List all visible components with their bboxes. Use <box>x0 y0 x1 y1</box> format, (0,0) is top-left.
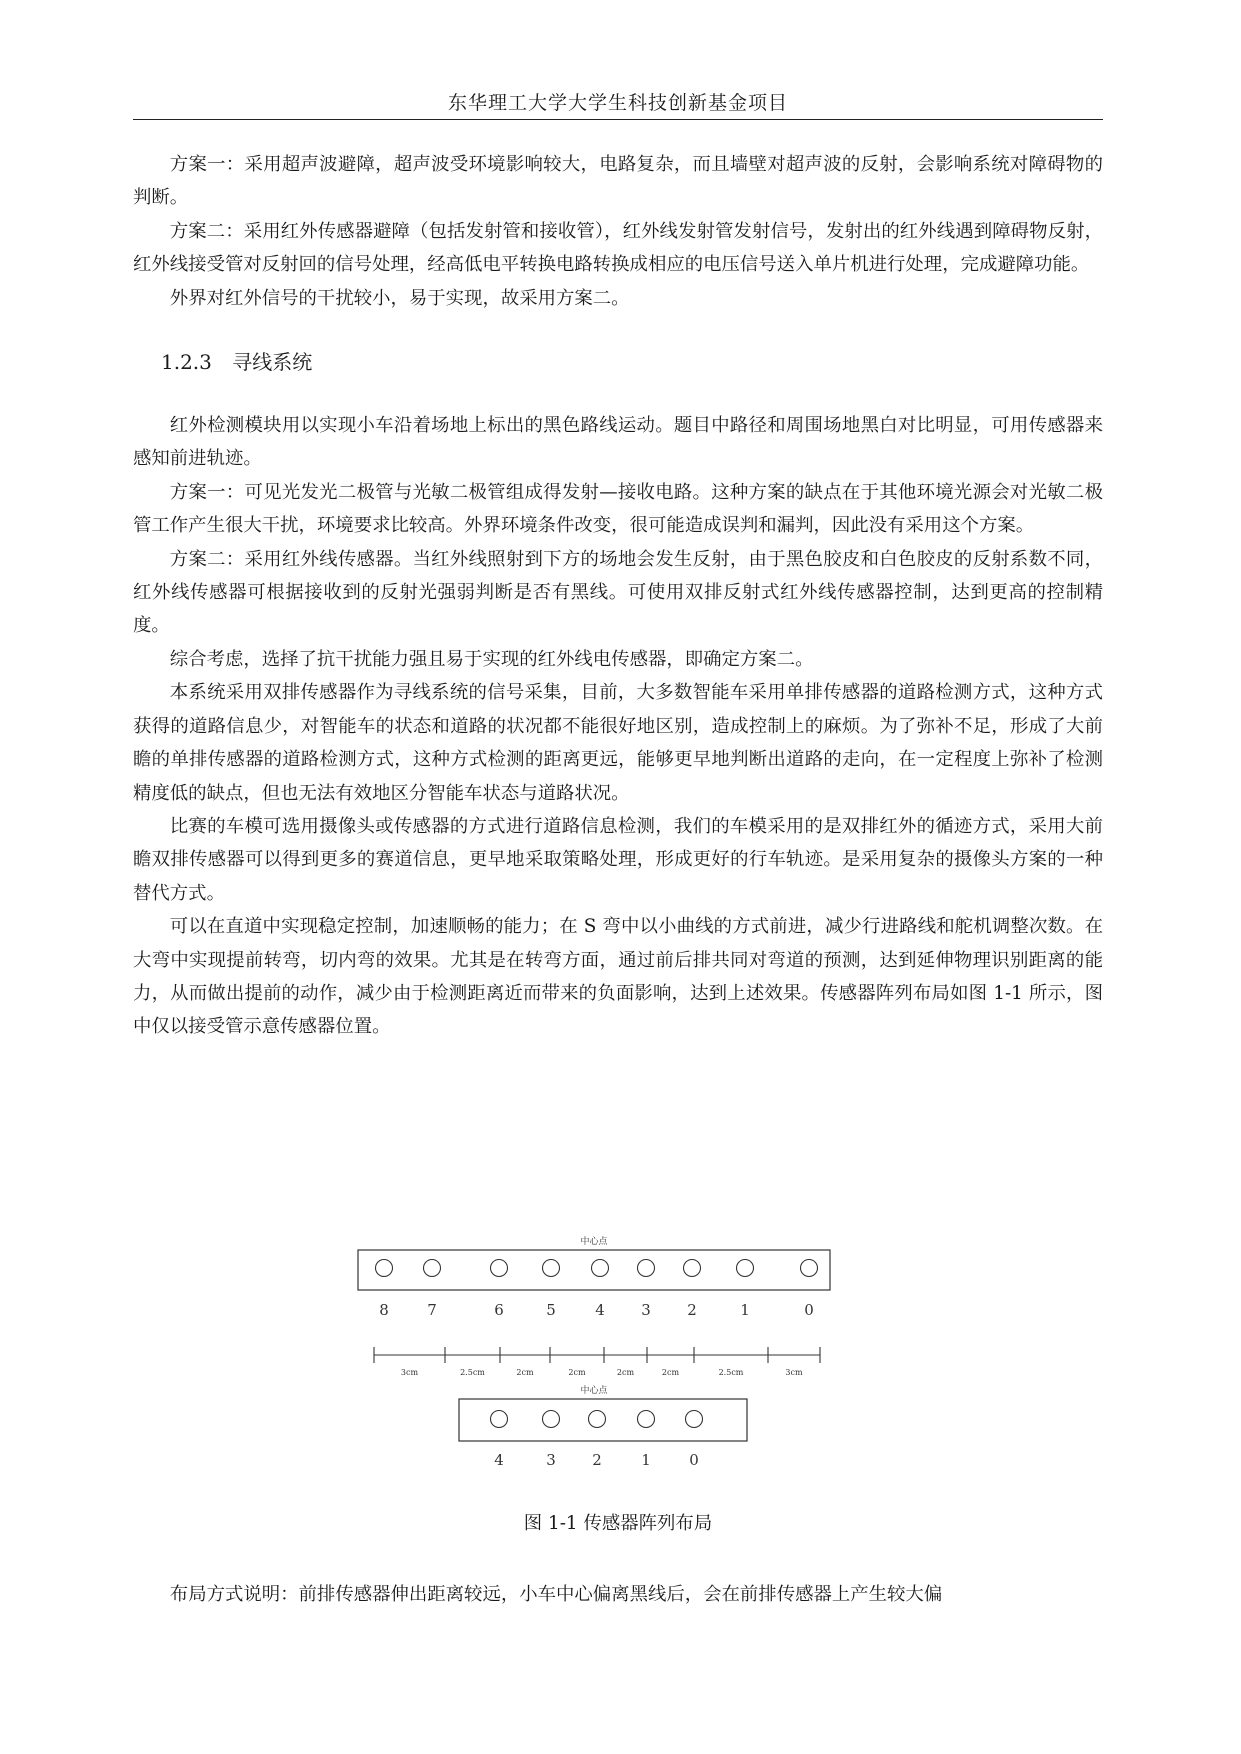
sensor-circle <box>491 1260 508 1277</box>
body-content-continued <box>133 1578 1103 1611</box>
sensor-array-figure <box>350 1233 890 1503</box>
paragraph: 方案一：采用超声波避障，超声波受环境影响较大，电路复杂，而且墙壁对超声波的反射，会影响系统对障碍物的判断。 <box>133 154 1103 209</box>
sensor-circle <box>638 1411 655 1428</box>
sensor-number: 1 <box>740 1301 750 1319</box>
bottom-center-label: 中心点 <box>580 1386 608 1396</box>
sensor-array-diagram <box>350 1233 890 1503</box>
spacing-label: 2cm <box>616 1368 635 1377</box>
sensor-number: 4 <box>595 1301 605 1319</box>
section-heading <box>161 349 1103 375</box>
paragraph: 外界对红外信号的干扰较小，易于实现，故采用方案二。 <box>169 287 630 309</box>
top-sensor-board <box>358 1250 830 1290</box>
spacing-label: 3cm <box>785 1368 803 1377</box>
sensor-number: 0 <box>804 1301 814 1319</box>
paragraph: 方案二：采用红外传感器避障（包括发射管和接收管），红外线发射管发射信号，发射出的红外线遇到障碍物反射，红外线接受管对反射回的信号处理，经高低电平转换电路转换成相应的电压信号送入单片机进行处理，完成避障功能。 <box>133 220 1103 276</box>
sensor-number: 1 <box>641 1451 651 1469</box>
spacing-label: 2cm <box>568 1368 586 1377</box>
sensor-circle <box>589 1411 606 1428</box>
sensor-circle <box>376 1260 393 1277</box>
sensor-circle <box>592 1260 609 1277</box>
sensor-number: 7 <box>427 1301 437 1319</box>
sensor-circle <box>684 1260 701 1277</box>
header-rule <box>133 119 1103 120</box>
paragraph: 红外检测模块用以实现小车沿着场地上标出的黑色路线运动。题目中路径和周围场地黑白对比明显，可用传感器来感知前进轨迹。 <box>133 415 1103 470</box>
paragraph: 方案一：可见光发光二极管与光敏二极管组成得发射—接收电路。这种方案的缺点在于其他环境光源会对光敏二极管工作产生很大干扰，环境要求比较高。外界环境条件改变，很可能造成误判和漏判，因此没有采用这个方案。 <box>133 481 1103 537</box>
sensor-circle <box>543 1260 560 1277</box>
sensor-circle <box>737 1260 754 1277</box>
bottom-sensor-board <box>459 1399 747 1441</box>
page-header: 东华理工大学大学生科技创新基金项目 <box>447 92 788 114</box>
sensor-circle <box>686 1411 703 1428</box>
paragraph: 方案二：采用红外线传感器。当红外线照射到下方的场地会发生反射，由于黑色胶皮和白色胶皮的反射系数不同，红外线传感器可根据接收到的反射光强弱判断是否有黑线。可使用双排反射式红外线传感器控制，达到更高的控制精度。 <box>133 548 1103 637</box>
paragraph: 可以在直道中实现稳定控制，加速顺畅的能力；在 S 弯中以小曲线的方式前进，减少行进路线和舵机调整次数。在大弯中实现提前转弯，切内弯的效果。尤其是在转弯方面，通过前后排共同对弯道的预测，达到延伸物理识别距离的能力，从而做出提前的动作，减少由于检测距离近而带来的负面影响，达到上述效果。传感器阵列布局如图 1-1 所示，图中仅以接受管示意传感器位置。 <box>133 916 1103 1038</box>
sensor-number: 2 <box>687 1301 697 1319</box>
paragraph: 比赛的车模可选用摄像头或传感器的方式进行道路信息检测，我们的车模采用的是双排红外的循迹方式，采用大前瞻双排传感器可以得到更多的赛道信息，更早地采取策略处理，形成更好的行车轨迹。是采用复杂的摄像头方案的一种替代方式。 <box>133 815 1103 904</box>
sensor-number: 6 <box>494 1301 504 1319</box>
top-center-label: 中心点 <box>580 1237 608 1247</box>
sensor-number: 4 <box>494 1451 504 1469</box>
paragraph: 布局方式说明：前排传感器伸出距离较远，小车中心偏离黑线后，会在前排传感器上产生较大偏 <box>169 1584 943 1605</box>
sensor-circle <box>543 1411 560 1428</box>
sensor-number: 3 <box>546 1451 556 1469</box>
paragraph: 综合考虑，选择了抗干扰能力强且易于实现的红外线电传感器，即确定方案二。 <box>169 648 814 670</box>
section-number: 1.2.3 <box>161 350 212 375</box>
sensor-number: 5 <box>546 1301 556 1319</box>
spacing-label: 3cm <box>400 1368 419 1377</box>
section-title: 寻线系统 <box>232 350 313 375</box>
sensor-circle <box>424 1260 441 1277</box>
sensor-number: 8 <box>379 1301 389 1319</box>
body-content <box>133 148 1103 1044</box>
figure-caption: 图 1-1 传感器阵列布局 <box>523 1513 713 1534</box>
sensor-number: 2 <box>592 1451 602 1469</box>
spacing-label: 2cm <box>661 1368 680 1377</box>
sensor-circle <box>491 1411 508 1428</box>
spacing-label: 2cm <box>516 1368 534 1377</box>
spacing-label: 2.5cm <box>718 1368 744 1377</box>
sensor-circle <box>638 1260 655 1277</box>
paragraph: 本系统采用双排传感器作为寻线系统的信号采集，目前，大多数智能车采用单排传感器的道路检测方式，这种方式获得的道路信息少，对智能车的状态和道路的状况都不能很好地区别，造成控制上的麻烦。为了弥补不足，形成了大前瞻的单排传感器的道路检测方式，这种方式检测的距离更远，能够更早地判断出道路的走向，在一定程度上弥补了检测精度低的缺点，但也无法有效地区分智能车状态与道路状况。 <box>133 682 1103 804</box>
sensor-number: 0 <box>689 1451 699 1469</box>
sensor-circle <box>801 1260 818 1277</box>
spacing-label: 2.5cm <box>460 1368 485 1377</box>
sensor-number: 3 <box>641 1301 651 1319</box>
